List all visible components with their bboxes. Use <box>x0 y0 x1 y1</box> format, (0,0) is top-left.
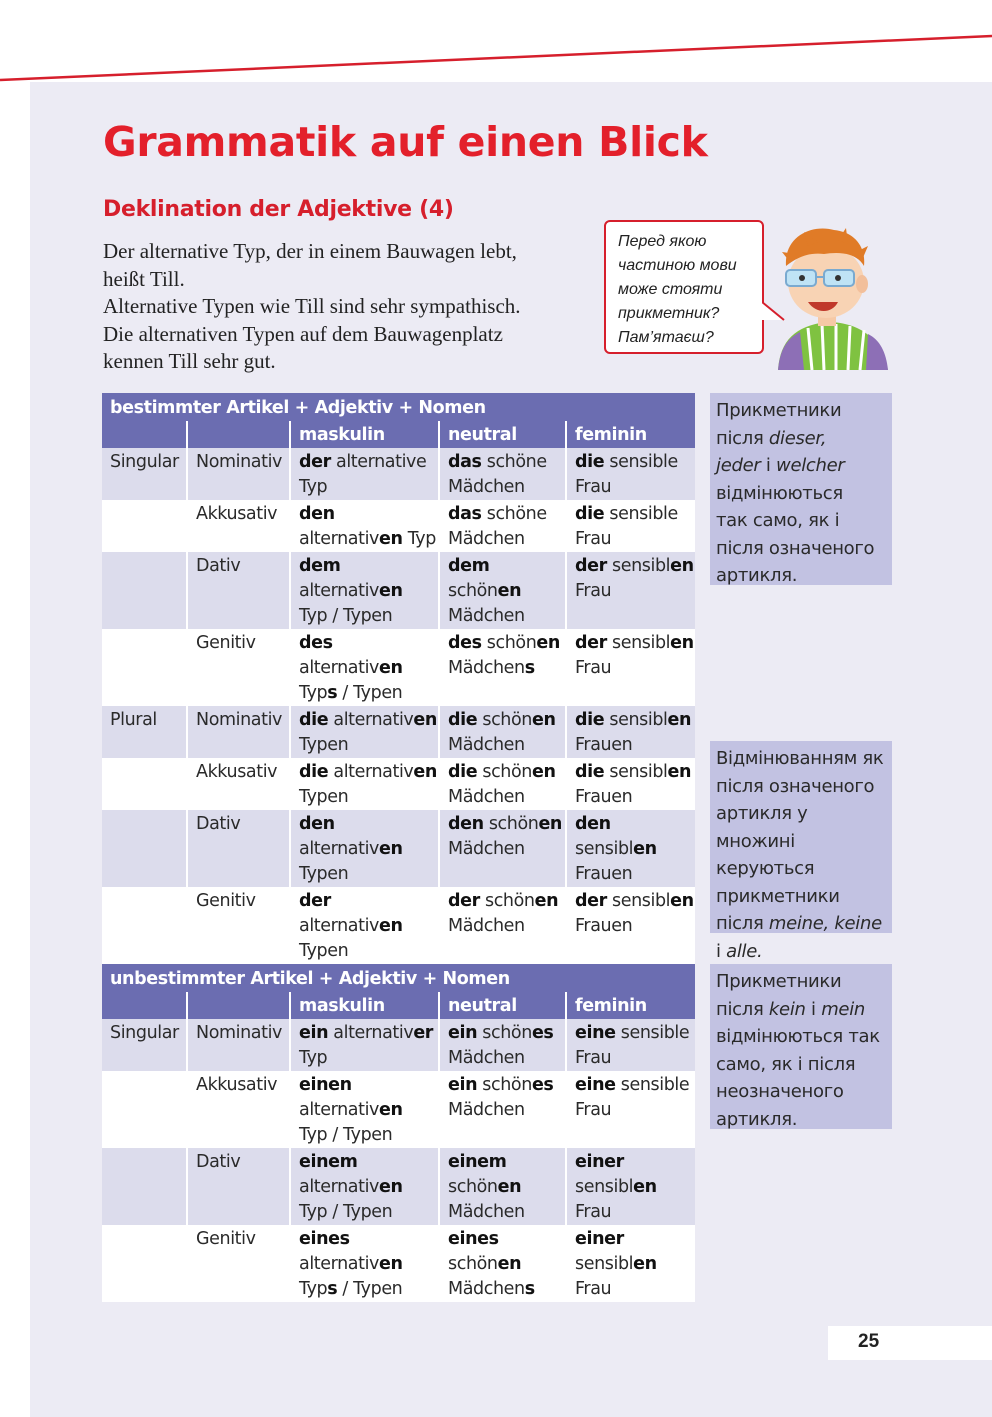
number-cell: Singular <box>102 448 187 500</box>
header-neutral: neutral <box>439 421 566 448</box>
number-cell <box>102 1225 187 1302</box>
table-title: bestimmter Artikel + Adjektiv + Nomen <box>102 393 695 421</box>
note-line: артикля. <box>716 565 798 586</box>
case-cell: Akkusativ <box>187 500 290 552</box>
form-cell: einem schönen Mädchen <box>439 1148 566 1225</box>
example-line: Der alternative Typ, der in einem Bauwagen lebt, <box>103 239 517 263</box>
form-cell: die schönen Mädchen <box>439 758 566 810</box>
note-italic: jeder <box>716 455 761 476</box>
note-line <box>716 996 886 1024</box>
header-feminin: feminin <box>566 992 695 1019</box>
indefinite-article-table <box>102 964 695 1302</box>
table-row <box>102 1019 695 1071</box>
case-cell: Akkusativ <box>187 758 290 810</box>
form-cell: der sensiblen Frau <box>566 552 695 629</box>
note-line: після означеного <box>716 537 875 559</box>
header-maskulin: maskulin <box>290 992 439 1019</box>
number-cell <box>102 500 187 552</box>
form-cell: ein schönes Mädchen <box>439 1071 566 1148</box>
table-row <box>102 810 695 887</box>
table-row <box>102 1148 695 1225</box>
note-line: артикля. <box>716 1108 798 1130</box>
example-text <box>103 238 603 376</box>
bubble-line: Пам’ятаєш? <box>618 329 714 346</box>
note-line: відмінюються <box>716 482 843 504</box>
note-italic: welcher <box>776 455 845 476</box>
number-cell <box>102 1148 187 1225</box>
note-text: і <box>805 998 822 1020</box>
form-cell: die alternativen Typen <box>290 758 439 810</box>
note-line <box>716 425 886 453</box>
form-cell: einem alternativen Typ / Typen <box>290 1148 439 1225</box>
header-neutral: neutral <box>439 992 566 1019</box>
note-italic: dieser, <box>768 427 827 449</box>
bubble-line: прикметник? <box>618 305 720 322</box>
note-line <box>716 452 886 480</box>
form-cell: die sensiblen Frauen <box>566 758 695 810</box>
note-line: неозначеного <box>716 1081 844 1102</box>
header-cell <box>102 421 187 448</box>
form-cell: einer sensiblen Frau <box>566 1148 695 1225</box>
note-italic: mein <box>821 998 866 1020</box>
form-cell: ein alternativer Typ <box>290 1019 439 1071</box>
note-line: артикля у множині <box>716 803 808 852</box>
number-cell <box>102 1071 187 1148</box>
number-cell <box>102 629 187 706</box>
table-row <box>102 448 695 500</box>
form-cell: der schönen Mädchen <box>439 887 566 964</box>
case-cell: Nominativ <box>187 1019 290 1071</box>
example-line: Alternative Typen wie Till sind sehr sympathisch. <box>103 294 521 318</box>
header-cell <box>102 992 187 1019</box>
case-cell: Genitiv <box>187 629 290 706</box>
table-row <box>102 706 695 758</box>
form-cell: der sensiblen Frauen <box>566 887 695 964</box>
form-cell: eine sensible Frau <box>566 1071 695 1148</box>
note-text: після <box>716 913 769 934</box>
note-line: так само, як і <box>716 510 840 531</box>
form-cell: eine sensible Frau <box>566 1019 695 1071</box>
number-cell <box>102 887 187 964</box>
number-cell: Singular <box>102 1019 187 1071</box>
note-italic: alle. <box>726 940 763 962</box>
header-cell <box>187 992 290 1019</box>
form-cell: das schöne Mädchen <box>439 448 566 500</box>
form-cell: des schönen Mädchens <box>439 629 566 706</box>
form-cell: die schönen Mädchen <box>439 706 566 758</box>
form-cell: einer sensiblen Frau <box>566 1225 695 1302</box>
example-line: kennen Till sehr gut. <box>103 349 276 373</box>
table-row <box>102 758 695 810</box>
table-row <box>102 1071 695 1148</box>
form-cell: der alternativen Typen <box>290 887 439 964</box>
note-line: керуються <box>716 858 815 879</box>
case-cell: Akkusativ <box>187 1071 290 1148</box>
form-cell: dem schönen Mädchen <box>439 552 566 629</box>
table-row <box>102 500 695 552</box>
note-line <box>716 938 886 966</box>
form-cell: des alternativen Typs / Typen <box>290 629 439 706</box>
note-line: після означеного <box>716 775 875 797</box>
definite-article-table <box>102 393 695 964</box>
form-cell: die sensible Frau <box>566 500 695 552</box>
table-row <box>102 629 695 706</box>
form-cell: die alternativen Typen <box>290 706 439 758</box>
case-cell: Dativ <box>187 552 290 629</box>
table-row <box>102 887 695 964</box>
side-note-1 <box>710 393 892 585</box>
form-cell: den schönen Mädchen <box>439 810 566 887</box>
side-note-3 <box>710 964 892 1129</box>
number-cell <box>102 758 187 810</box>
note-line: Відмінюванням як <box>716 748 884 769</box>
form-cell: ein schönes Mädchen <box>439 1019 566 1071</box>
header-cell <box>187 421 290 448</box>
bubble-line: частиною мови <box>618 257 737 274</box>
form-cell: den alternativen Typ <box>290 500 439 552</box>
bubble-line: може стояти <box>618 281 723 298</box>
note-line: відмінюються так <box>716 1026 880 1047</box>
example-line: Die alternativen Typen auf dem Bauwagenplatz <box>103 321 503 346</box>
number-cell: Plural <box>102 706 187 758</box>
header-maskulin: maskulin <box>290 421 439 448</box>
note-text: після <box>716 998 769 1020</box>
page-title: Grammatik auf einen Blick <box>103 118 708 166</box>
note-text: після <box>716 427 769 449</box>
case-cell: Nominativ <box>187 706 290 758</box>
case-cell: Nominativ <box>187 448 290 500</box>
form-cell: das schöne Mädchen <box>439 500 566 552</box>
bubble-line: Перед якою <box>618 233 707 250</box>
form-cell: den alternativen Typen <box>290 810 439 887</box>
form-cell: die sensiblen Frauen <box>566 706 695 758</box>
speech-bubble <box>604 220 764 354</box>
form-cell: eines alternativen Typs / Typen <box>290 1225 439 1302</box>
note-line: Прикметники <box>716 971 842 992</box>
table-title: unbestimmter Artikel + Adjektiv + Nomen <box>102 964 695 992</box>
decorative-red-line <box>0 0 992 90</box>
form-cell: dem alternativen Typ / Typen <box>290 552 439 629</box>
case-cell: Genitiv <box>187 887 290 964</box>
note-text: і <box>716 940 727 962</box>
table-row <box>102 552 695 629</box>
form-cell: eines schönen Mädchens <box>439 1225 566 1302</box>
case-cell: Dativ <box>187 810 290 887</box>
note-line <box>716 910 886 938</box>
form-cell: der sensiblen Frau <box>566 629 695 706</box>
note-text: і <box>760 455 777 476</box>
number-cell <box>102 552 187 629</box>
form-cell: einen alternativen Typ / Typen <box>290 1071 439 1148</box>
example-line: heißt Till. <box>103 266 185 291</box>
form-cell: die sensible Frau <box>566 448 695 500</box>
note-line: само, як і після <box>716 1053 856 1075</box>
case-cell: Dativ <box>187 1148 290 1225</box>
note-italic: meine, keine <box>768 913 882 934</box>
number-cell <box>102 810 187 887</box>
form-cell: den sensiblen Frauen <box>566 810 695 887</box>
page-number: 25 <box>828 1326 992 1360</box>
form-cell: der alternative Typ <box>290 448 439 500</box>
note-line: Прикметники <box>716 400 842 421</box>
header-feminin: feminin <box>566 421 695 448</box>
note-line: прикметники <box>716 885 840 907</box>
table-row <box>102 1225 695 1302</box>
cartoon-boy-illustration <box>768 222 892 370</box>
side-note-2 <box>710 741 892 962</box>
case-cell: Genitiv <box>187 1225 290 1302</box>
section-heading: Deklination der Adjektive (4) <box>103 197 454 222</box>
note-italic: kein <box>768 998 806 1020</box>
